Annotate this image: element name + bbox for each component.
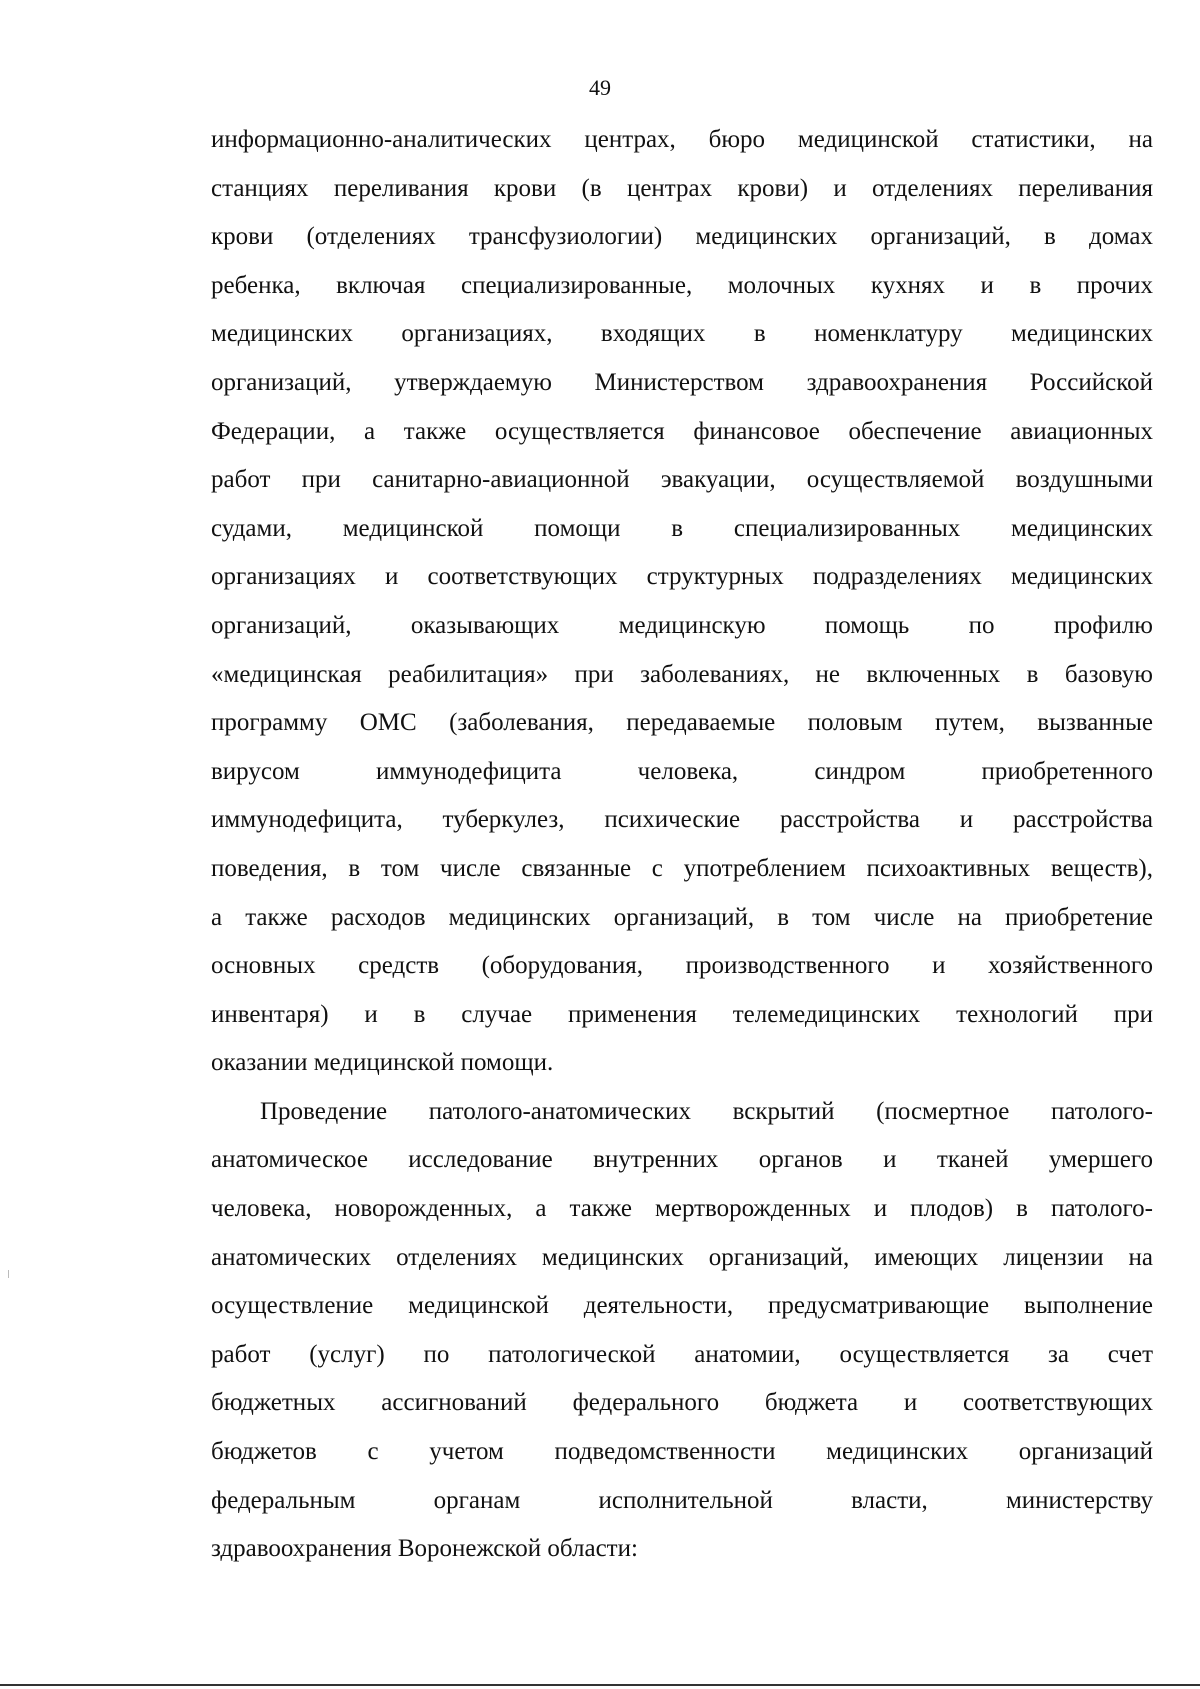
text-line: вирусом иммунодефицита человека, синдром приобретенного — [211, 757, 1153, 785]
text-line: организациях и соответствующих структурных подразделениях медицинских — [211, 563, 1153, 591]
text-line: осуществление медицинской деятельности, предусматривающие выполнение — [211, 1292, 1153, 1320]
paragraph-2 — [211, 1088, 1153, 1574]
text-line: ребенка, включая специализированные, молочных кухнях и в прочих — [211, 271, 1153, 299]
page-number: 49 — [589, 75, 611, 100]
text-line: информационно-аналитических центрах, бюро медицинской статистики, на — [211, 126, 1153, 153]
text-line: станциях переливания крови (в центрах крови) и отделениях переливания — [211, 174, 1153, 202]
text-line: работ при санитарно-авиационной эвакуации, осуществляемой воздушными — [211, 466, 1153, 494]
text-line: инвентаря) и в случае применения телемедицинских технологий при — [211, 1000, 1153, 1028]
text-line: поведения, в том числе связанные с употреблением психоактивных веществ), — [211, 854, 1153, 882]
text-line: крови (отделениях трансфузиологии) медицинских организаций, в домах — [211, 223, 1153, 251]
text-line: программу ОМС (заболевания, передаваемые половым путем, вызванные — [211, 709, 1153, 737]
text-line: федеральным органам исполнительной власти, министерству — [211, 1486, 1153, 1514]
text-line: Федерации, а также осуществляется финансовое обеспечение авиационных — [211, 417, 1153, 445]
text-line: бюджетов с учетом подведомственности медицинских организаций — [211, 1438, 1153, 1466]
text-line: «медицинская реабилитация» при заболеваниях, не включенных в базовую — [211, 660, 1153, 688]
scan-mark — [8, 1270, 9, 1278]
text-line: организаций, оказывающих медицинскую помощь по профилю — [211, 611, 1153, 639]
text-line: работ (услуг) по патологической анатомии, осуществляется за счет — [211, 1340, 1153, 1368]
text-line: анатомических отделениях медицинских организаций, имеющих лицензии на — [211, 1243, 1153, 1271]
text-line: бюджетных ассигнований федерального бюджета и соответствующих — [211, 1389, 1153, 1417]
text-line: медицинских организациях, входящих в номенклатуру медицинских — [211, 320, 1153, 348]
text-line: основных средств (оборудования, производственного и хозяйственного — [211, 952, 1153, 980]
text-line: а также расходов медицинских организаций, в том числе на приобретение — [211, 903, 1153, 931]
text-line: судами, медицинской помощи в специализированных медицинских — [211, 514, 1153, 542]
text-line: Проведение патолого-анатомических вскрытий (посмертное патолого- — [260, 1097, 1153, 1125]
text-line: иммунодефицита, туберкулез, психические расстройства и расстройства — [211, 806, 1153, 834]
text-line: организаций, утверждаемую Министерством здравоохранения Российской — [211, 368, 1153, 396]
paragraph-1 — [211, 116, 1153, 1088]
bottom-rule — [0, 1684, 1200, 1686]
text-line: анатомическое исследование внутренних органов и тканей умершего — [211, 1146, 1153, 1174]
text-line: человека, новорожденных, а также мертворожденных и плодов) в патолого- — [211, 1195, 1153, 1223]
text-line: здравоохранения Воронежской области: — [211, 1535, 638, 1563]
body-text — [211, 116, 1153, 1574]
text-line: оказании медицинской помощи. — [211, 1049, 554, 1077]
